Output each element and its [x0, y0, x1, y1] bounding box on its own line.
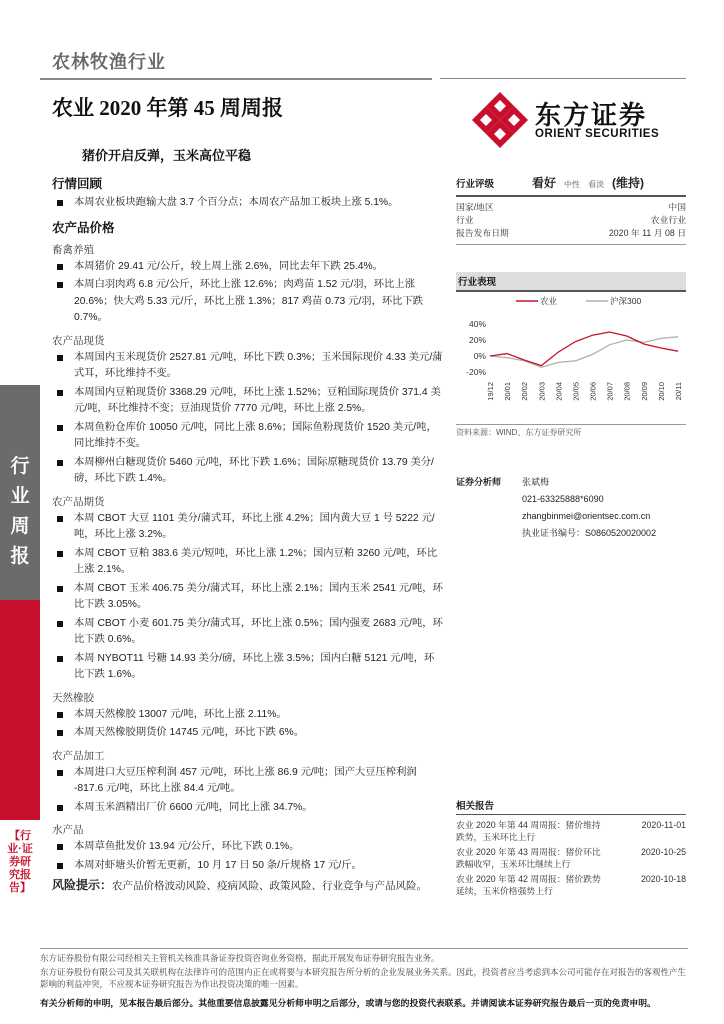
x-tick-label: 20/02 [520, 382, 530, 401]
sector-label: 农林牧渔行业 [52, 52, 166, 72]
related-report-item[interactable] [456, 846, 686, 870]
list-item: 本周天然橡胶期货价 14745 元/吨，环比下跌 6%。 [52, 725, 444, 742]
list-item: 本周国内玉米现货价 2527.81 元/吨，环比下跌 0.3%；玉米国际现价 4.33 美元/蒲式耳，环比维持不变。 [52, 350, 444, 383]
footer-disclaimer-3: 有关分析师的申明，见本报告最后部分。其他重要信息披露见分析师申明之后部分，或请与您的投资代表联系。并请阅读本证券研究报告最后一页的免责申明。 [40, 998, 656, 1008]
info-key: 报告发布日期 [456, 228, 509, 238]
related-report-item[interactable] [456, 819, 686, 843]
list-item: 本周天然橡胶 13007 元/吨，环比上涨 2.11%。 [52, 707, 444, 724]
report-subtitle: 猪价开启反弹，玉米高位平稳 [82, 148, 252, 163]
rating-status: (维持) [612, 176, 645, 190]
analyst-name: 张斌梅 [522, 477, 550, 487]
info-value: 2020 年 11 月 08 日 [608, 228, 686, 238]
sidebar-bottom-label: 【行业·证券研究报告】 [7, 830, 33, 894]
analyst-phone: 021-63325888*6090 [522, 494, 604, 504]
info-row [456, 227, 686, 240]
list-item: 本周对虾塘头价暂无更新，10 月 17 日 50 条/斤规格 17 元/斤。 [52, 858, 444, 875]
related-report-title[interactable]: 农业 2020 年第 44 周周报：猪价维持跌势，玉米环比上行 [456, 820, 601, 842]
related-report-title[interactable]: 农业 2020 年第 43 周周报：猪价环比跌幅收窄，玉米环比继续上行 [456, 847, 601, 869]
analyst-panel [456, 474, 686, 542]
list-item: 本周柳州白糖现货价 5460 元/吨，环比下跌 1.6%；国际原糖现货价 13.79 美分/磅，环比下跌 1.4%。 [52, 455, 444, 488]
info-key: 行业 [456, 215, 474, 225]
sidebar-red-band [0, 600, 40, 820]
sidebar-label: 行业周报 [10, 456, 30, 567]
list-item: 本周国内豆粕现货价 3368.29 元/吨，环比上涨 1.52%；豆粕国际现货价 371.4 美元/吨，环比维持不变；豆油现货价 7770 元/吨，环比上涨 2.5%。 [52, 385, 444, 418]
group-heading: 畜禽养殖 [52, 243, 94, 256]
risk-warning [52, 876, 444, 893]
market-review-heading: 行情回顾 [52, 177, 103, 191]
list-item: 本周 CBOT 小麦 601.75 美分/蒲式耳，环比上涨 0.5%；国内强麦 2683 元/吨，环比下跌 0.6%。 [52, 616, 444, 649]
footer-disclaimer-1: 东方证券股份有限公司经相关主管机关核准具备证券投资咨询业务资格，据此开展发布证券研究报告业务。 [40, 953, 440, 963]
analyst-label: 证券分析师 [456, 477, 502, 487]
x-tick-label: 20/09 [639, 382, 649, 401]
related-report-date: 2020-10-25 [641, 847, 686, 857]
x-tick-label: 20/06 [588, 382, 598, 401]
logo-text-en: ORIENT SECURITIES [535, 128, 660, 140]
group-heading: 水产品 [52, 824, 84, 836]
related-report-title[interactable]: 农业 2020 年第 42 周周报：猪价跌势延续，玉米价格强势上行 [456, 874, 601, 896]
x-tick-label: 20/10 [656, 382, 666, 401]
list-item: 本周玉米酒精出厂价 6600 元/吨，同比上涨 34.7%。 [52, 800, 444, 817]
legend-label: 沪深300 [610, 296, 642, 306]
x-tick-label: 20/01 [503, 382, 513, 401]
rating-label: 行业评级 [456, 179, 495, 190]
performance-panel [456, 272, 686, 292]
risk-label: 风险提示： [52, 878, 113, 892]
footer-disclaimer-2: 东方证券股份有限公司及其关联机构在法律许可的范围内正在或将要与本研究报告所分析的企业发展业务关系。因此，投资者应当考虑到本公司可能存在对报告的客观性产生影响的利益冲突，不应视本证券研究报告为作出投资决策的唯一因素。 [40, 967, 687, 989]
report-title: 农业 2020 年第 45 周周报 [52, 96, 283, 120]
x-tick-label: 20/07 [605, 382, 615, 401]
group-heading: 农产品期货 [52, 495, 105, 508]
logo-text-cn: 东方证券 [535, 100, 648, 130]
analyst-email[interactable]: zhangbinmei@orientsec.com.cn [522, 511, 651, 521]
x-tick-label: 20/03 [537, 382, 547, 401]
rating-value: 看好 [532, 176, 557, 190]
risk-text: 农产品价格波动风险、疫病风险、政策风险、行业竞争与产品风险。 [112, 880, 428, 892]
info-value: 农业行业 [650, 215, 686, 225]
legend-label: 农业 [540, 296, 558, 306]
x-tick-label: 20/04 [554, 382, 564, 401]
footer-divider [40, 948, 688, 949]
performance-chart [456, 292, 686, 417]
x-tick-label: 19/12 [486, 382, 495, 401]
header-divider-right [440, 78, 686, 79]
info-value: 中国 [668, 202, 686, 212]
x-tick-label: 20/05 [571, 382, 581, 401]
list-item: 本周 CBOT 玉米 406.75 美分/蒲式耳，环比上涨 2.1%；国内玉米 2541 元/吨，环比下跌 3.05%。 [52, 581, 444, 614]
x-tick-label: 20/08 [622, 382, 632, 401]
y-tick-label: -20% [466, 367, 486, 377]
related-report-item[interactable] [456, 873, 686, 897]
prices-heading: 农产品价格 [52, 220, 115, 235]
header-divider [40, 78, 432, 80]
list-item: 本周农业板块跑输大盘 3.7 个百分点；本周农产品加工板块上涨 5.1%。 [52, 195, 444, 212]
y-tick-label: 40% [468, 319, 486, 329]
info-key: 国家/地区 [456, 202, 494, 212]
group-heading: 农产品加工 [52, 749, 105, 762]
main-content [52, 174, 444, 893]
info-row [456, 201, 686, 214]
related-heading: 相关报告 [456, 798, 686, 815]
orient-logo-icon [470, 90, 530, 150]
related-report-date: 2020-10-18 [641, 874, 686, 884]
list-item: 本周 CBOT 大豆 1101 美分/蒲式耳，环比上涨 4.2%；国内黄大豆 1 号 5222 元/吨，环比上涨 3.2%。 [52, 511, 444, 544]
rating-panel [456, 172, 686, 245]
list-item: 本周鱼粉仓库价 10050 元/吨，同比上涨 8.6%；国际鱼粉现货价 1520 美元/吨，同比维持不变。 [52, 420, 444, 453]
rating-option-neutral: 中性 [564, 180, 581, 189]
series-line-沪深300 [490, 337, 678, 367]
group-heading: 农产品现货 [52, 334, 105, 347]
related-report-date: 2020-11-01 [641, 820, 686, 830]
analyst-cert: 执业证书编号：S0860520020002 [522, 528, 657, 538]
group-heading: 天然橡胶 [52, 691, 94, 704]
series-line-农业 [490, 332, 678, 366]
rating-option-negative: 看淡 [588, 180, 605, 189]
list-item: 本周 CBOT 豆粕 383.6 美元/短吨，环比上涨 1.2%；国内豆粕 3260 元/吨，环比上涨 2.1%。 [52, 546, 444, 579]
y-tick-label: 0% [473, 351, 486, 361]
list-item: 本周草鱼批发价 13.94 元/公斤，环比下跌 0.1%。 [52, 839, 444, 856]
list-item: 本周白羽肉鸡 6.8 元/公斤，环比上涨 12.6%；肉鸡苗 1.52 元/羽，环比上涨 20.6%；快大鸡 5.33 元/斤，环比上涨 1.3%；817 鸡苗 0.73 元/羽，环比下跌 0.7%。 [52, 277, 444, 327]
related-reports [456, 798, 686, 900]
list-item: 本周 NYBOT11 号糖 14.93 美分/磅，环比上涨 3.5%；国内白糖 5121 元/吨，环比下跌 1.6%。 [52, 651, 444, 684]
info-row [456, 214, 686, 227]
x-tick-label: 20/11 [674, 382, 683, 401]
y-tick-label: 20% [468, 335, 486, 345]
performance-heading: 行业表现 [456, 272, 686, 292]
list-item: 本周猪价 29.41 元/公斤，较上周上涨 2.6%，同比去年下跌 25.4%。 [52, 259, 444, 276]
list-item: 本周进口大豆压榨利润 457 元/吨，环比上涨 86.9 元/吨；国产大豆压榨利润 -817.6 元/吨，环比上涨 84.4 元/吨。 [52, 765, 444, 798]
chart-source: 资料来源：WIND、东方证券研究所 [456, 424, 686, 438]
